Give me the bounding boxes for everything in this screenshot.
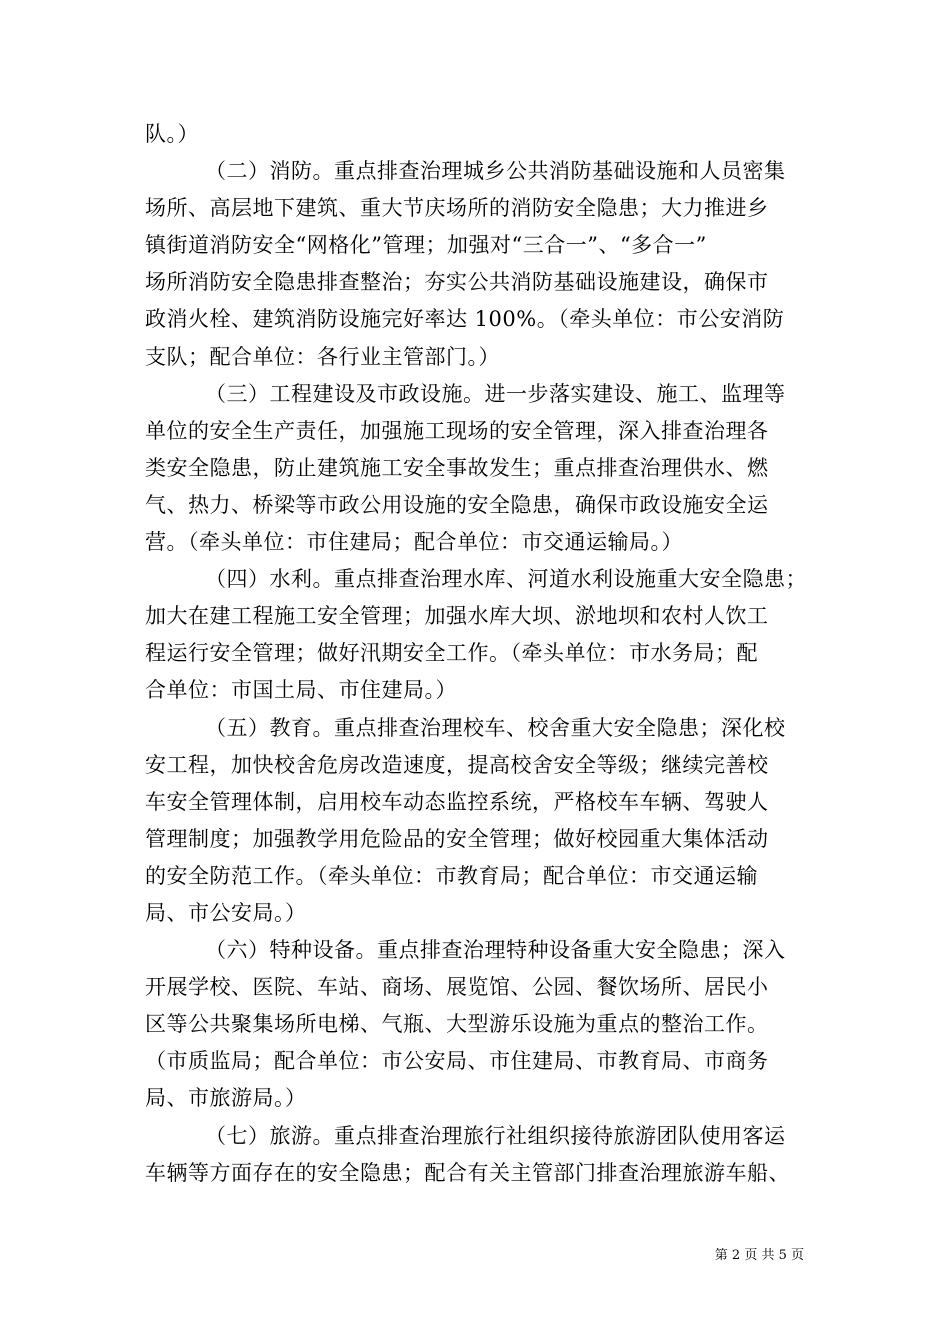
text-line: 车辆等方面存在的安全隐患；配合有关主管部门排查治理旅游车船、: [145, 1160, 790, 1185]
text-line: 营。（牵头单位：市住建局；配合单位：市交通运输局。）: [145, 530, 683, 555]
document-body: [145, 116, 815, 1192]
text-line: 安工程，加快校舍危房改造速度，提高校舍安全等级；继续完善校: [145, 752, 769, 777]
text-line: 队。）: [145, 122, 199, 146]
text-line: 政消火栓、建筑消防设施完好率达 100%。（牵头单位：市公安消防: [145, 307, 785, 332]
text-line: 支队；配合单位：各行业主管部门。）: [145, 344, 500, 369]
text-line: 气、热力、桥梁等市政公用设施的安全隐患，确保市政设施安全运: [145, 492, 769, 517]
paragraph-heading-line: （三）工程建设及市政设施。进一步落实建设、施工、监理等: [205, 381, 786, 406]
text-line: 管理制度；加强教学用危险品的安全管理；做好校园重大集体活动: [145, 826, 769, 851]
text-line: 加大在建工程施工安全管理；加强水库大坝、淤地坝和农村人饮工: [145, 604, 769, 629]
text-line: 场所、高层地下建筑、重大节庆场所的消防安全隐患；大力推进乡: [145, 196, 769, 221]
text-line: 合单位：市国土局、市住建局。）: [145, 678, 457, 703]
text-line: 场所消防安全隐患排查整治；夯实公共消防基础设施建设，确保市: [145, 270, 769, 295]
text-line: 开展学校、医院、车站、商场、展览馆、公园、餐饮场所、居民小: [145, 975, 769, 1000]
text-line: 镇街道消防安全“网格化”管理；加强对“三合一”、“多合一”: [145, 233, 707, 258]
paragraph-heading-line: （七）旅游。重点排查治理旅行社组织接待旅游团队使用客运: [205, 1123, 786, 1148]
text-line: 局、市公安局。）: [145, 900, 307, 925]
text-line: 区等公共聚集场所电梯、气瓶、大型游乐设施为重点的整治工作。: [145, 1012, 769, 1037]
text-line: 程运行安全管理；做好汛期安全工作。（牵头单位：市水务局；配: [145, 641, 758, 666]
text-line: 局、市旅游局。）: [145, 1086, 307, 1111]
page-number-footer: 第 2 页 共 5 页: [714, 1248, 804, 1263]
paragraph-heading-line: （四）水利。重点排查治理水库、河道水利设施重大安全隐患；: [205, 567, 807, 592]
text-line: 单位的安全生产责任，加强施工现场的安全管理，深入排查治理各: [145, 418, 769, 443]
text-line: 的安全防范工作。（牵头单位：市教育局；配合单位：市交通运输: [145, 863, 758, 888]
text-line: 车安全管理体制，启用校车动态监控系统，严格校车车辆、驾驶人: [145, 789, 769, 814]
paragraph-heading-line: （二）消防。重点排查治理城乡公共消防基础设施和人员密集: [205, 159, 786, 184]
paragraph-heading-line: （六）特种设备。重点排查治理特种设备重大安全隐患；深入: [205, 938, 786, 963]
text-line: 类安全隐患，防止建筑施工安全事故发生；重点排查治理供水、燃: [145, 455, 769, 480]
paragraph-heading-line: （五）教育。重点排查治理校车、校舍重大安全隐患；深化校: [205, 715, 786, 740]
text-line: （市质监局；配合单位：市公安局、市住建局、市教育局、市商务: [145, 1049, 769, 1074]
